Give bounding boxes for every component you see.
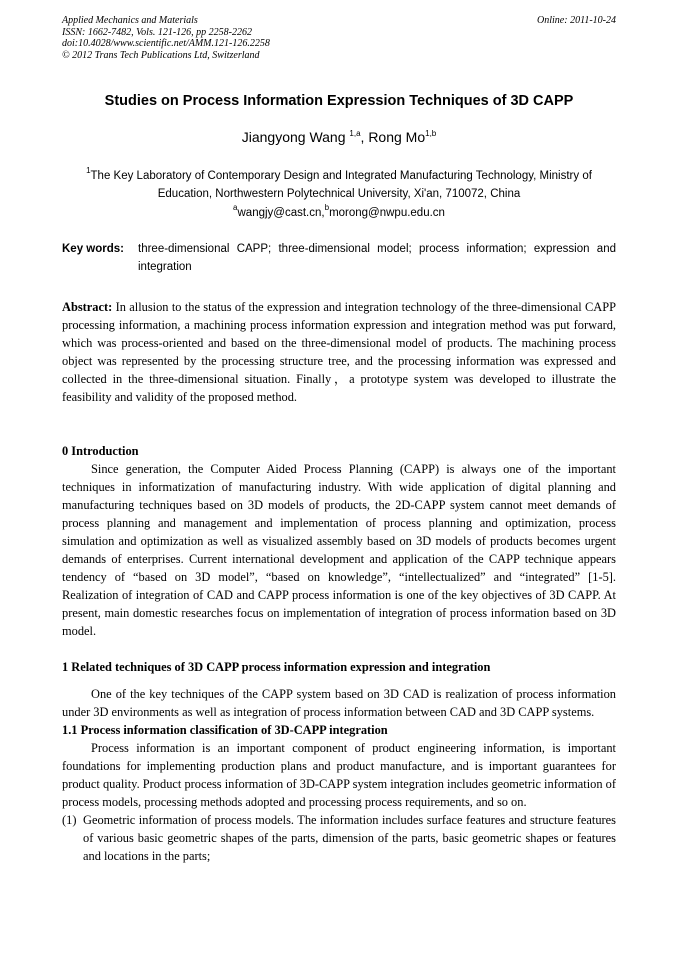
online-date: Online: 2011-10-24 <box>537 15 616 26</box>
author-affiliation-mark: 1,a <box>349 129 361 138</box>
affiliation <box>62 162 616 203</box>
copyright-line: © 2012 Trans Tech Publications Ltd, Switzerland <box>62 49 260 61</box>
author-name: Rong Mo <box>368 129 426 145</box>
issn-line: ISSN: 1662-7482, Vols. 121-126, pp 2258-2262 <box>62 26 252 38</box>
keywords-block <box>62 240 616 276</box>
journal-name: Applied Mechanics and Materials <box>62 15 198 26</box>
affiliation-text: The Key Laboratory of Contemporary Design and Integrated Manufacturing Technology, Ministry of Education, Northwestern Polytechnical University, Xi'an, 710072, China <box>90 170 592 200</box>
abstract-text: In allusion to the status of the expression and integration technology of the three-dimensional CAPP processing information, a machining process information expression and integration method was put forward, which was process-oriented and based on the three-dimensional model of products. The machining process object was represented by the processing structure tree, and the processing information was expressed and collected in the three-dimensional situation. Finally，a prototype system was developed to illustrate the feasibility and validity of the proposed method. <box>62 300 616 404</box>
email-link[interactable]: morong@nwpu.edu.cn <box>329 207 445 219</box>
author-affiliation-mark: 1,b <box>425 129 437 138</box>
related-techniques-section <box>62 658 616 865</box>
list-number: (1) <box>62 813 77 827</box>
list-item <box>62 811 616 865</box>
affiliation-mark: 1 <box>86 166 91 175</box>
keywords-label: Key words: <box>62 243 124 255</box>
keywords-text: three-dimensional CAPP; three-dimensional model; process information; expression and integration <box>138 243 616 273</box>
abstract-label: Abstract: <box>62 300 113 314</box>
paragraph: One of the key techniques of the CAPP system based on 3D CAD is realization of process information under 3D environments as well as integration of process information between CAD and 3D CAPP systems. <box>62 687 616 719</box>
email-list <box>62 203 616 219</box>
paper-title: Studies on Process Information Expression Techniques of 3D CAPP <box>104 93 574 109</box>
introduction-section <box>62 442 616 640</box>
email-link[interactable]: wangjy@cast.cn, <box>237 207 325 219</box>
paragraph: Process information is an important component of product engineering information, is important foundations for implementing production plans and product manufacture, and is important guarantees for product quality. Product process information of 3D-CAPP system integration includes geometric information of process models, processing methods adopted and processing process requirements, and so on. <box>62 741 616 809</box>
email-mark: a <box>233 203 238 212</box>
email-mark: b <box>324 203 330 212</box>
list-text: Geometric information of process models. The information includes surface features and structure features of various basic geometric shapes of the parts, dimension of the parts, basic geometric shapes or features and locations in the parts; <box>83 813 616 863</box>
author-name: Jiangyong Wang <box>241 129 346 145</box>
section-heading: 0 Introduction <box>62 444 139 458</box>
journal-header <box>62 15 616 61</box>
abstract-block <box>62 298 616 406</box>
subsection-heading: 1.1 Process information classification of 3D-CAPP integration <box>62 723 388 737</box>
doi-line: doi:10.4028/www.scientific.net/AMM.121-126.2258 <box>62 38 270 49</box>
section-heading: 1 Related techniques of 3D CAPP process information expression and integration <box>62 660 491 674</box>
author-list <box>62 129 616 145</box>
paragraph: Since generation, the Computer Aided Process Planning (CAPP) is always one of the important techniques in informatization of manufacturing industry. With wide application of digital planning and manufacturing techniques based on 3D models of products, the 2D-CAPP system cannot meet demands of process planning and management and implementation of process planning and optimization, process simulation and optimization as well as visualized assembly based on 3D models of products becomes urgent demands of enterprises. Current international development and application of the CAPP technique appears tendency of “based on 3D model”, “based on knowledge”, “intellectualized” and “integrated” [1-5]. Realization of integration of CAD and CAPP process information is one of the key objectives of 3D CAPP. At present, main domestic researches focus on implementation of integration of process information based on 3D model. <box>62 462 616 638</box>
author-separator: , <box>360 129 369 145</box>
